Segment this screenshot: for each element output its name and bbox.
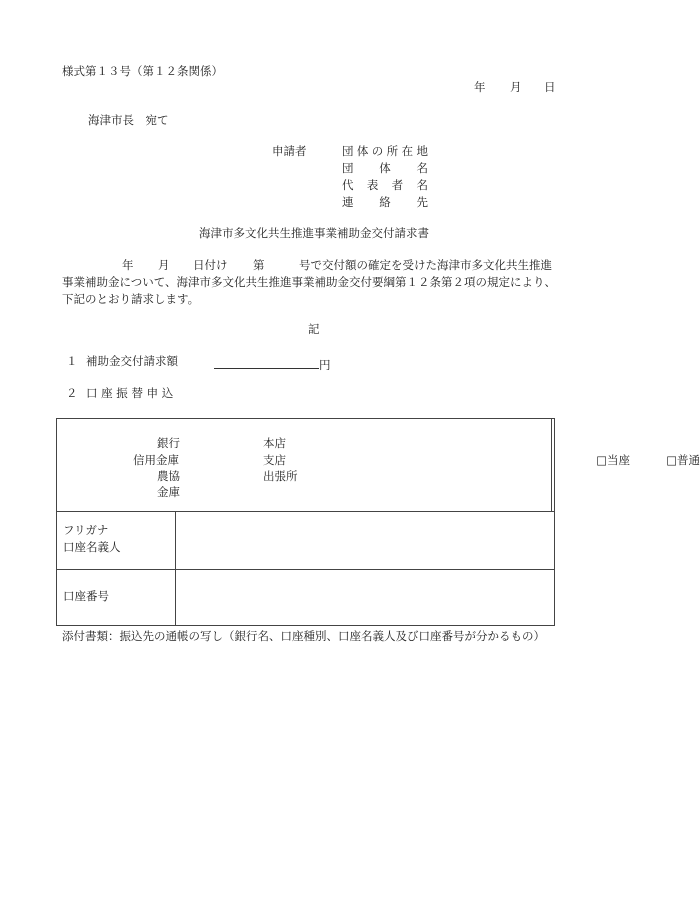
holder-label: 口座名義人	[63, 540, 121, 554]
applicant-field-address: 団 体 の 所 在 地	[342, 144, 428, 158]
institution-kinko: 金庫	[157, 485, 180, 499]
account-type-current-checkbox[interactable]: □当座	[596, 453, 631, 467]
branch-sub: 出張所	[263, 469, 298, 483]
date-month-label: 月	[510, 80, 522, 94]
applicant-field-contact: 連 絡 先	[342, 195, 428, 209]
body-number-prefix: 第	[253, 258, 265, 272]
amount-unit: 円	[319, 358, 331, 372]
account-number-input-cell[interactable]	[176, 570, 555, 626]
body-day-ref: 日付け	[193, 258, 228, 272]
account-table	[56, 418, 700, 626]
item1-number: １	[66, 354, 78, 368]
body-line2: 事業補助金について、海津市多文化共生推進事業補助金交付要綱第１２条第２項の規定により、	[62, 275, 557, 289]
item2-label: 口 座 振 替 申 込	[86, 386, 174, 400]
applicant-label: 申請者	[272, 144, 307, 158]
institution-bank: 銀行	[157, 436, 180, 450]
ki-heading: 記	[308, 322, 320, 336]
item2-number: ２	[66, 386, 78, 400]
form-number: 様式第１３号（第１２条関係）	[62, 64, 223, 78]
applicant-field-name: 団 体 名	[342, 161, 428, 175]
branch-head: 本店	[263, 436, 286, 450]
institution-shinkin: 信用金庫	[133, 453, 179, 467]
institution-nokyo: 農協	[157, 469, 180, 483]
body-year: 年	[122, 258, 134, 272]
branch-branch: 支店	[263, 453, 286, 467]
account-type-savings-checkbox[interactable]: □普通	[666, 453, 700, 467]
number-label-cell	[57, 570, 176, 626]
bank-name-cell[interactable]	[57, 419, 552, 512]
amount-blank[interactable]	[214, 356, 319, 369]
date-year-label: 年	[474, 80, 486, 94]
amount-field[interactable]	[214, 356, 331, 372]
body-month: 月	[158, 258, 170, 272]
attachment-note: 添付書類：振込先の通帳の写し（銀行名、口座種別、口座名義人及び口座番号が分かるもの）	[62, 629, 545, 643]
item1-label: 補助金交付請求額	[86, 354, 178, 368]
furigana-label: フリガナ	[63, 523, 109, 537]
applicant-field-representative: 代 表 者 名	[342, 178, 428, 192]
holder-label-cell	[57, 512, 176, 570]
account-number-label: 口座番号	[63, 589, 109, 603]
account-type-cell	[552, 419, 700, 512]
holder-input-cell[interactable]	[176, 512, 555, 570]
date-day-label: 日	[544, 80, 556, 94]
body-line1-rest: 号で交付額の確定を受けた海津市多文化共生推進	[299, 258, 552, 272]
body-line3: 下記のとおり請求します。	[62, 292, 200, 306]
addressee: 海津市長 宛て	[88, 113, 169, 127]
document-title: 海津市多文化共生推進事業補助金交付請求書	[199, 226, 429, 240]
